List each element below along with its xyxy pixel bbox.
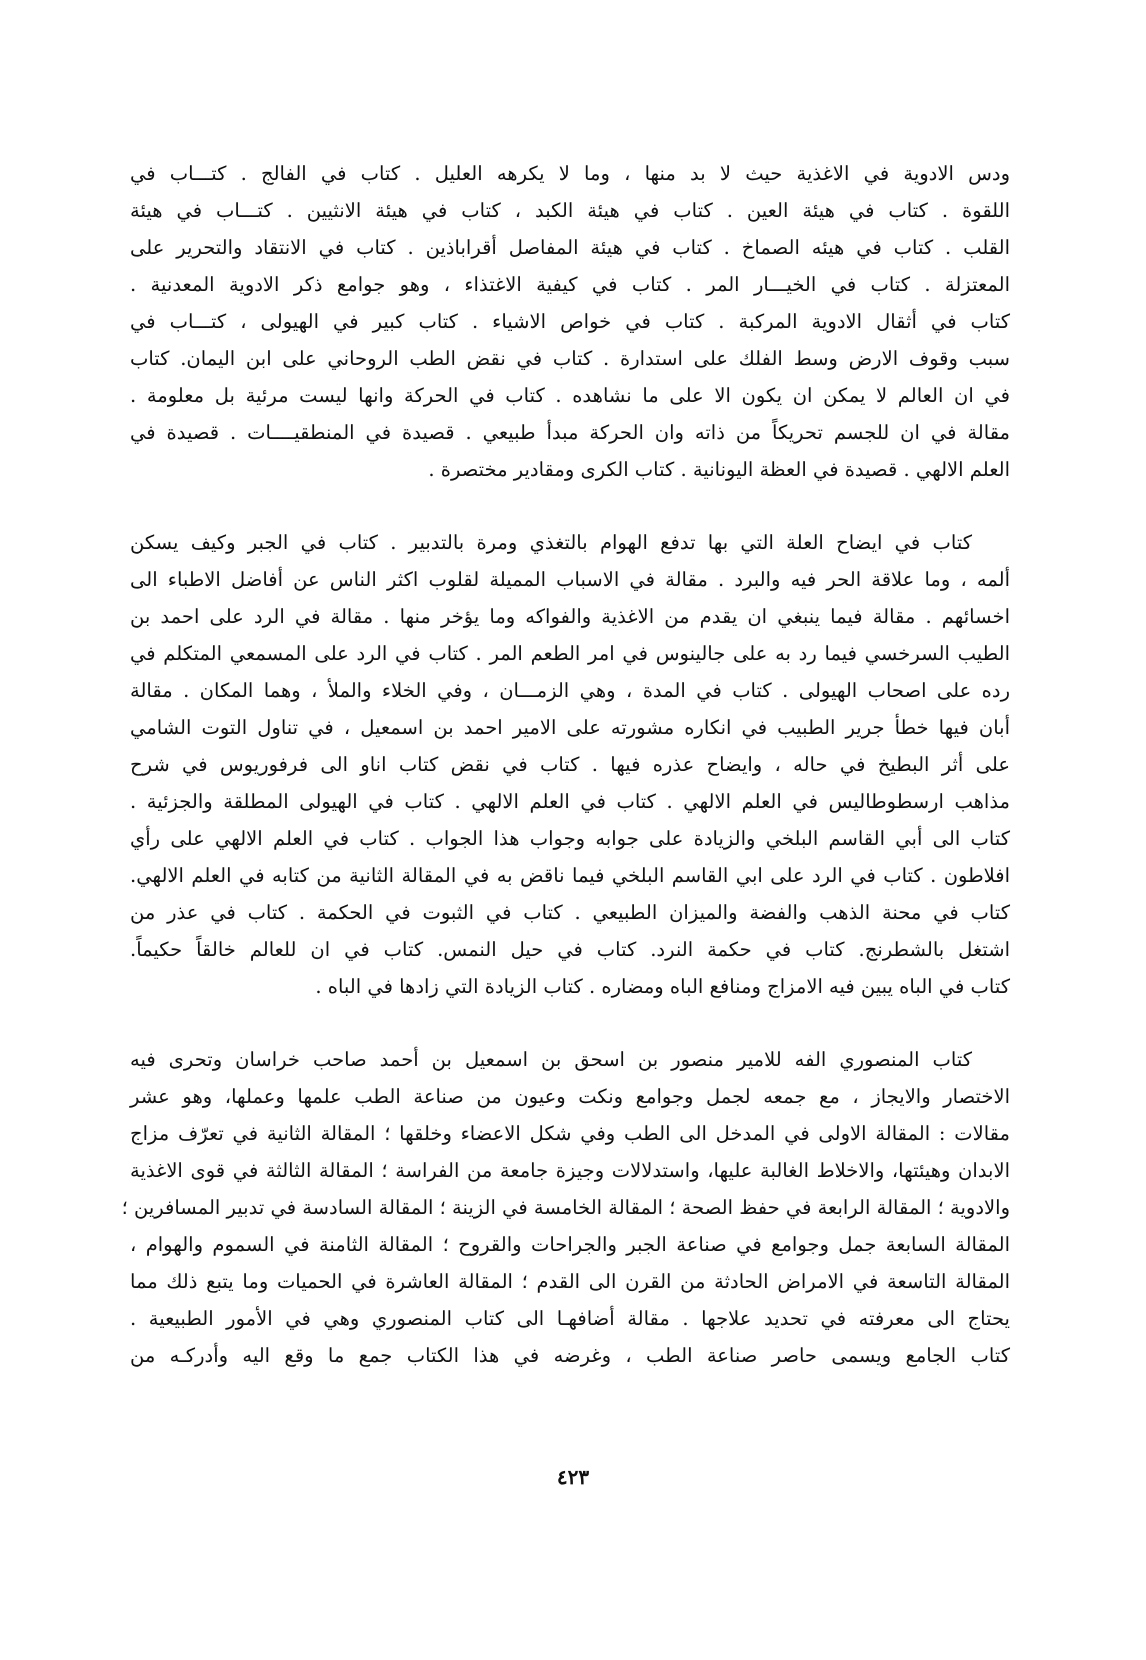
text-line: كتاب في محنة الذهب والفضة والميزان الطبيعي . كتاب في الثبوت في الحكمة . كتاب في عذر من (130, 901, 1010, 924)
paragraph-1 (130, 155, 1010, 488)
text-line: العلم الالهي . قصيدة في العظة اليونانية . كتاب الكرى ومقادير مختصرة . (428, 458, 1010, 481)
text-line: في ان العالم لا يمكن ان يكون الا على ما نشاهده . كتاب في الحركة وانها ليست مرئية بل معلومة . (130, 384, 1010, 407)
text-line: الاختصار والايجاز ، مع جمعه لجمل وجوامع ونكت وعيون من صناعة الطب علمها وعملها، وهو عشر (130, 1085, 1010, 1108)
text-line: الابدان وهيئتها، والاخلاط الغالبة عليها، واستدلالات وجيزة جامعة من الفراسة ؛ المقالة الثالثة في قوى الاغذية (130, 1159, 1010, 1182)
text-line: المقالة السابعة جمل وجوامع في صناعة الجبر والجراحات والقروح ؛ المقالة الثامنة في السموم والهوام ، (130, 1233, 1010, 1256)
text-line: القلب . كتاب في هيئه الصماخ . كتاب في هيئة المفاصل أقراباذين . كتاب في الانتقاد والتحرير على (130, 236, 1010, 259)
text-line: اللقوة . كتاب في هيئة العين . كتاب في هيئة الكبد ، كتاب في هيئة الانثيين . كتـــاب في هيئة (130, 199, 1010, 222)
text-line: كتاب الجامع ويسمى حاصر صناعة الطب ، وغرضه في هذا الكتاب جمع ما وقع اليه وأدركـه من (130, 1344, 1010, 1367)
paragraph-3 (121, 1041, 1010, 1374)
text-line: الطيب السرخسي فيما رد به على جالينوس في امر الطعم المر . كتاب في الرد على المسمعي المتكلم في (130, 642, 1010, 665)
page-body (121, 155, 1011, 1374)
text-line: رده على اصحاب الهيولى . كتاب في المدة ، وهي الزمـــان ، وفي الخلاء والملأ ، وهما المكان . مقالة (130, 679, 1010, 702)
text-line: سبب وقوف الارض وسط الفلك على استدارة . كتاب في نقض الطب الروحاني على ابن اليمان. كتاب (130, 347, 1010, 370)
paragraph-2 (130, 524, 1010, 1005)
text-line: كتاب في أثقال الادوية المركبة . كتاب في خواص الاشياء . كتاب كبير في الهيولى ، كتـــاب في (130, 310, 1010, 333)
page-number: ٤٢٣ (556, 1465, 590, 1489)
text-line: كتاب الى أبي القاسم البلخي والزيادة على جوابه وجواب هذا الجواب . كتاب في العلم الالهي على رأي (130, 827, 1010, 850)
text-line: كتاب المنصوري الفه للامير منصور بن اسحق بن اسمعيل بن أحمد صاحب خراسان وتحرى فيه (130, 1048, 972, 1071)
text-line: افلاطون . كتاب في الرد على ابي القاسم البلخي فيما ناقض به في المقالة الثانية من كتابه في العلم الالهي. (130, 864, 1011, 887)
text-line: على أثر البطيخ في حاله ، وايضاح عذره فيها . كتاب في نقض كتاب اناو الى فرفوريوس في شرح (130, 753, 1010, 776)
text-line: أبان فيها خطأ جرير الطبيب في انكاره مشورته على الامير احمد بن اسمعيل ، في تناول التوت الشامي (130, 716, 1010, 739)
paragraph-spacer (130, 488, 1010, 524)
text-line: مقالة في ان للجسم تحريكاً من ذاته وان الحركة مبدأ طبيعي . قصيدة في المنطقيــــات . قصيدة في (130, 421, 1010, 444)
text-line: ودس الادوية في الاغذية حيث لا بد منها ، وما لا يكرهه العليل . كتاب في الفالج . كتـــاب في (130, 162, 1010, 185)
text-line: المقالة التاسعة في الامراض الحادثة من القرن الى القدم ؛ المقالة العاشرة في الحميات وما يتبع ذلك مما (130, 1270, 1010, 1293)
text-line: مقالات : المقالة الاولى في المدخل الى الطب وفي شكل الاعضاء وخلقها ؛ المقالة الثانية في تعرّف مزاج (130, 1122, 1010, 1145)
text-line: المعتزلة . كتاب في الخيـــار المر . كتاب في كيفية الاغتذاء ، وهو جوامع ذكر الادوية المعدنية . (130, 273, 1010, 296)
text-line: ألمه ، وما علاقة الحر فيه والبرد . مقالة في الاسباب المميلة لقلوب اكثر الناس عن أفاضل الاطباء الى (130, 568, 1010, 591)
text-line: كتاب في الباه يبين فيه الامزاج ومنافع الباه ومضاره . كتاب الزيادة التي زادها في الباه . (315, 975, 1010, 998)
text-line: اشتغل بالشطرنج. كتاب في حكمة النرد. كتاب في حيل النمس. كتاب في ان للعالم خالقاً حكيماً. (130, 938, 1010, 961)
text-line: اخسائهم . مقالة فيما ينبغي ان يقدم من الاغذية والفواكه وما يؤخر منها . مقالة في الرد على احمد بن (130, 605, 1010, 628)
text-line: مذاهب ارسطوطاليس في العلم الالهي . كتاب في العلم الالهي . كتاب في الهيولى المطلقة والجزئية . (130, 790, 1010, 813)
text-line: كتاب في ايضاح العلة التي بها تدفع الهوام بالتغذي ومرة بالتدبير . كتاب في الجبر وكيف يسكن (130, 531, 972, 554)
text-line: يحتاج الى معرفته في تحديد علاجها . مقالة أضافهـا الى كتاب المنصوري وهي في الأمور الطبيعية . (130, 1307, 1010, 1330)
paragraph-spacer (130, 1005, 1010, 1041)
text-line: والادوية ؛ المقالة الرابعة في حفظ الصحة ؛ المقالة الخامسة في الزينة ؛ المقالة السادسة في تدبير المسافرين ؛ (121, 1196, 1010, 1219)
